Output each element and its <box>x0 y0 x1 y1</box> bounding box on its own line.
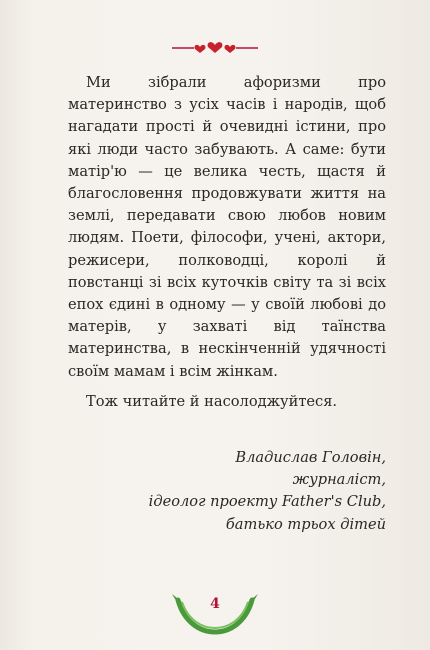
author-role: журналіст, <box>292 471 386 489</box>
author-name: Владислав Головін, <box>235 449 386 466</box>
page-footer <box>0 590 430 640</box>
hearts-ornament-icon <box>0 38 430 58</box>
aphorisms-paragraph: Ми зібрали афоризми про материнство з усіх часів і народів, щоб нагадати прості й очевидні істини, про які люди часто забувають. А саме: бути матір'ю — це велика честь, щастя й благословення продовжувати життя на землі, передавати свою любов новим людям. Поети, філософи, учені, актори, режисери, полководці, королі й повстанці зі всіх куточків світу та зі всіх епох єдині в одному — у своїй любові до матерів, у захваті від таїнства материнства, в нескінченній удячності своїм мамам і всім жінкам. <box>68 74 386 380</box>
closing-line: Тож читайте й насолоджуйтеся. <box>86 392 338 410</box>
author-project: ідеолог проекту Father's Club, <box>148 493 386 511</box>
signature-block <box>106 447 386 536</box>
main-text <box>68 72 386 413</box>
author-family: батько трьох дітей <box>225 515 386 533</box>
page-number: 4 <box>210 596 220 612</box>
